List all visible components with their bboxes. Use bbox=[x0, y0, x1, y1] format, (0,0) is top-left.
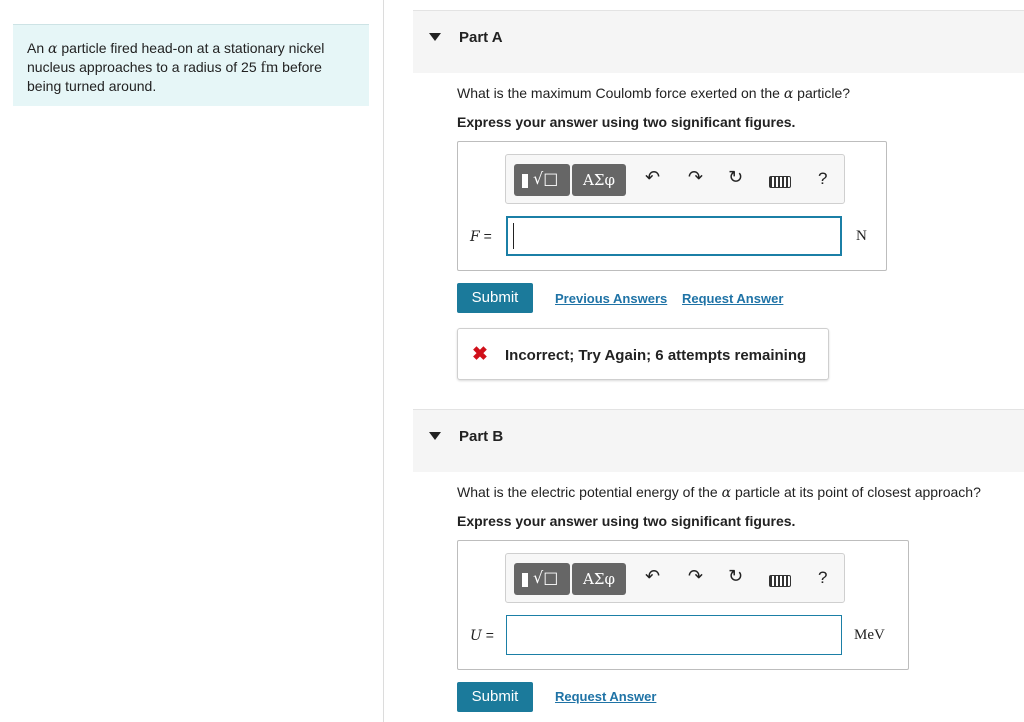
part-a-header[interactable] bbox=[413, 10, 1024, 73]
submit-button[interactable]: Submit bbox=[457, 682, 533, 712]
unit-label: N bbox=[856, 228, 867, 244]
reset-icon[interactable]: ↻ bbox=[728, 167, 744, 188]
alpha-symbol: α bbox=[48, 41, 58, 57]
problem-text: before being turned around. bbox=[27, 59, 322, 94]
keyboard-icon[interactable] bbox=[769, 575, 791, 587]
collapse-triangle-icon[interactable] bbox=[429, 33, 441, 41]
alpha-symbol: α bbox=[721, 485, 732, 501]
variable-f: F bbox=[470, 229, 480, 245]
redo-icon[interactable]: ↷ bbox=[688, 167, 704, 188]
text-caret bbox=[513, 223, 514, 249]
keyboard-icon[interactable] bbox=[769, 176, 791, 188]
request-answer-link[interactable]: Request Answer bbox=[682, 291, 784, 306]
question-text: What is the maximum Coulomb force exerted on the bbox=[457, 85, 784, 101]
part-a-label: Part A bbox=[459, 29, 503, 46]
help-button[interactable]: ? bbox=[818, 568, 828, 587]
incorrect-icon: ✖ bbox=[472, 344, 488, 365]
radical-icon: √□ bbox=[533, 568, 559, 587]
greek-symbols-button[interactable]: ΑΣφ bbox=[572, 164, 626, 196]
math-toolbar bbox=[505, 553, 845, 603]
variable-u: U bbox=[470, 628, 482, 644]
previous-answers-link[interactable]: Previous Answers bbox=[555, 291, 668, 306]
help-button[interactable]: ? bbox=[818, 169, 828, 188]
answer-input-f[interactable] bbox=[506, 216, 842, 256]
request-answer-link[interactable]: Request Answer bbox=[555, 689, 657, 704]
part-a-instruction: Express your answer using two significant figures. bbox=[457, 114, 796, 130]
feedback-box bbox=[457, 328, 829, 380]
reset-icon[interactable]: ↻ bbox=[728, 566, 744, 587]
question-text: particle? bbox=[793, 85, 851, 101]
answer-input-u[interactable] bbox=[506, 615, 842, 655]
radical-icon: √□ bbox=[533, 169, 559, 188]
feedback-message: Incorrect; Try Again; 6 attempts remaining bbox=[505, 347, 807, 364]
undo-icon[interactable]: ↶ bbox=[645, 566, 661, 587]
submit-button[interactable]: Submit bbox=[457, 283, 533, 313]
part-b-instruction: Express your answer using two significant figures. bbox=[457, 513, 796, 529]
part-b-label: Part B bbox=[459, 428, 504, 445]
unit-label: MeV bbox=[854, 627, 885, 643]
part-b-answer-box bbox=[457, 540, 909, 670]
greek-symbols-button[interactable]: ΑΣφ bbox=[572, 563, 626, 595]
variable-label bbox=[470, 228, 492, 245]
template-bar-icon bbox=[522, 174, 528, 188]
alpha-symbol: α bbox=[783, 86, 794, 102]
template-bar-icon bbox=[522, 573, 528, 587]
part-a-question bbox=[457, 85, 850, 102]
part-b-header[interactable] bbox=[413, 409, 1024, 472]
templates-button[interactable] bbox=[514, 563, 570, 595]
part-b-question bbox=[457, 484, 981, 501]
problem-statement bbox=[13, 24, 369, 106]
problem-text: An bbox=[27, 40, 49, 56]
part-a-answer-box bbox=[457, 141, 887, 271]
problem-text: particle fired head-on at a stationary nickel nucleus approaches to a radius of 25 bbox=[27, 40, 325, 75]
math-toolbar bbox=[505, 154, 845, 204]
redo-icon[interactable]: ↷ bbox=[688, 566, 704, 587]
question-text: particle at its point of closest approach? bbox=[731, 484, 981, 500]
column-divider bbox=[383, 0, 384, 722]
equals-sign: = bbox=[479, 228, 492, 244]
variable-label bbox=[470, 627, 494, 644]
question-text: What is the electric potential energy of the bbox=[457, 484, 722, 500]
undo-icon[interactable]: ↶ bbox=[645, 167, 661, 188]
collapse-triangle-icon[interactable] bbox=[429, 432, 441, 440]
unit-fm: fm bbox=[260, 59, 279, 76]
equals-sign: = bbox=[481, 627, 494, 643]
templates-button[interactable] bbox=[514, 164, 570, 196]
